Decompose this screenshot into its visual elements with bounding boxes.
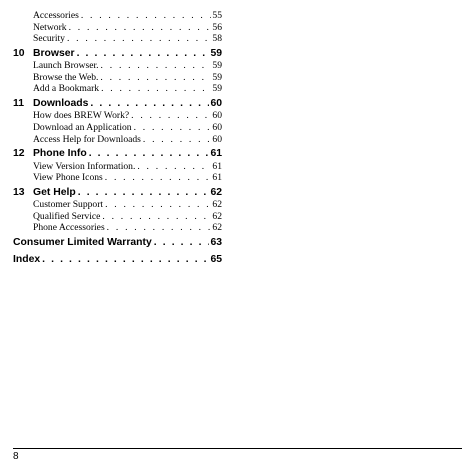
toc-entry-browse-the-web[interactable] <box>13 72 222 84</box>
toc-entry-view-phone-icons[interactable] <box>13 172 222 184</box>
toc-entry-label: Network <box>33 21 67 33</box>
chapter-number: 13 <box>13 186 25 198</box>
toc-entry-label: View Phone Icons <box>33 172 103 184</box>
chapter-number: 11 <box>13 97 24 109</box>
toc-entry-page: 60 <box>212 110 222 122</box>
dot-leader <box>105 222 212 234</box>
dot-leader <box>75 48 210 60</box>
toc-entry-page: 62 <box>212 222 222 234</box>
chapter-page: 62 <box>210 186 222 198</box>
toc-entry-page: 58 <box>212 33 222 45</box>
toc-entry-view-version-information[interactable] <box>13 161 222 173</box>
dot-leader <box>67 22 212 34</box>
toc-entry-security[interactable] <box>13 33 222 45</box>
dot-leader <box>129 110 211 122</box>
chapter-title: Get Help <box>33 186 76 198</box>
toc-entry-label: Browse the Web. <box>33 71 99 83</box>
toc-entry-add-a-bookmark[interactable] <box>13 83 222 95</box>
toc-chapter-downloads[interactable] <box>13 98 222 110</box>
chapter-page: 61 <box>210 148 222 160</box>
toc-entry-page: 61 <box>212 160 222 172</box>
footer-divider <box>13 448 462 449</box>
dot-leader <box>65 33 211 45</box>
toc-chapter-browser[interactable] <box>13 48 222 60</box>
toc-entry-label: Launch Browser. <box>33 60 99 72</box>
chapter-title: Browser <box>33 47 75 59</box>
toc-entry-page: 59 <box>212 83 222 95</box>
toc-chapter-phone-info[interactable] <box>13 148 222 160</box>
toc-entry-page: 55 <box>212 10 222 21</box>
toc-entry-page: 59 <box>212 60 222 72</box>
toc-section-consumer-limited-warranty[interactable] <box>13 237 222 249</box>
dot-leader <box>152 237 210 249</box>
toc-entry-label: Download an Application <box>33 121 132 133</box>
chapter-title: Downloads <box>33 97 89 109</box>
dot-leader <box>132 122 212 134</box>
toc-entry-page: 60 <box>212 121 222 133</box>
chapter-number: 10 <box>13 47 25 59</box>
chapter-title: Phone Info <box>33 148 87 160</box>
chapter-page: 59 <box>210 47 222 59</box>
dot-leader <box>100 211 211 223</box>
dot-leader <box>103 199 211 211</box>
dot-leader <box>98 72 211 84</box>
toc-entry-label: View Version Information. <box>33 160 136 172</box>
chapter-page: 60 <box>210 97 222 109</box>
toc-entry-qualified-service[interactable] <box>13 211 222 223</box>
toc-entry-how-does-brew-work[interactable] <box>13 110 222 122</box>
toc-entry-download-an-application[interactable] <box>13 122 222 134</box>
dot-leader <box>79 10 212 22</box>
section-title: Index <box>13 254 41 266</box>
dot-leader <box>99 83 211 95</box>
section-title: Consumer Limited Warranty <box>13 236 152 248</box>
dot-leader <box>76 187 210 199</box>
toc-entry-page: 59 <box>212 71 222 83</box>
toc-entry-access-help-for-downloads[interactable] <box>13 134 222 146</box>
chapter-number: 12 <box>13 148 25 160</box>
toc-entry-label: How does BREW Work? <box>33 110 130 122</box>
toc-chapter-get-help[interactable] <box>13 187 222 199</box>
dot-leader <box>88 98 209 110</box>
toc-entry-label: Add a Bookmark <box>33 83 100 95</box>
toc-entry-phone-accessories[interactable] <box>13 222 222 234</box>
toc-entry-page: 56 <box>212 21 222 33</box>
dot-leader <box>87 148 210 160</box>
dot-leader <box>103 172 212 184</box>
toc-entry-page: 60 <box>212 133 222 145</box>
toc-entry-page: 62 <box>212 199 222 211</box>
page-number: 8 <box>13 451 19 462</box>
dot-leader <box>40 254 209 266</box>
dot-leader <box>99 60 212 72</box>
dot-leader <box>141 134 212 146</box>
toc-entry-label: Qualified Service <box>33 210 101 222</box>
toc-entry-page: 62 <box>212 210 222 222</box>
toc-entry-customer-support[interactable] <box>13 199 222 211</box>
toc-entry-page: 61 <box>212 172 222 184</box>
dot-leader <box>135 161 211 173</box>
section-page: 65 <box>210 254 222 266</box>
toc-entry-network[interactable] <box>13 22 222 34</box>
toc-entry-label: Customer Support <box>33 199 104 211</box>
toc-entry-launch-browser[interactable] <box>13 60 222 72</box>
toc-section-index[interactable] <box>13 254 222 266</box>
toc-entry-label: Access Help for Downloads <box>33 133 141 145</box>
toc-entry-accessories[interactable] <box>13 10 222 22</box>
section-page: 63 <box>210 236 222 248</box>
toc-entry-label: Accessories <box>33 10 79 21</box>
toc-entry-label: Phone Accessories <box>33 222 105 234</box>
table-of-contents <box>13 10 222 267</box>
toc-entry-label: Security <box>33 33 65 45</box>
